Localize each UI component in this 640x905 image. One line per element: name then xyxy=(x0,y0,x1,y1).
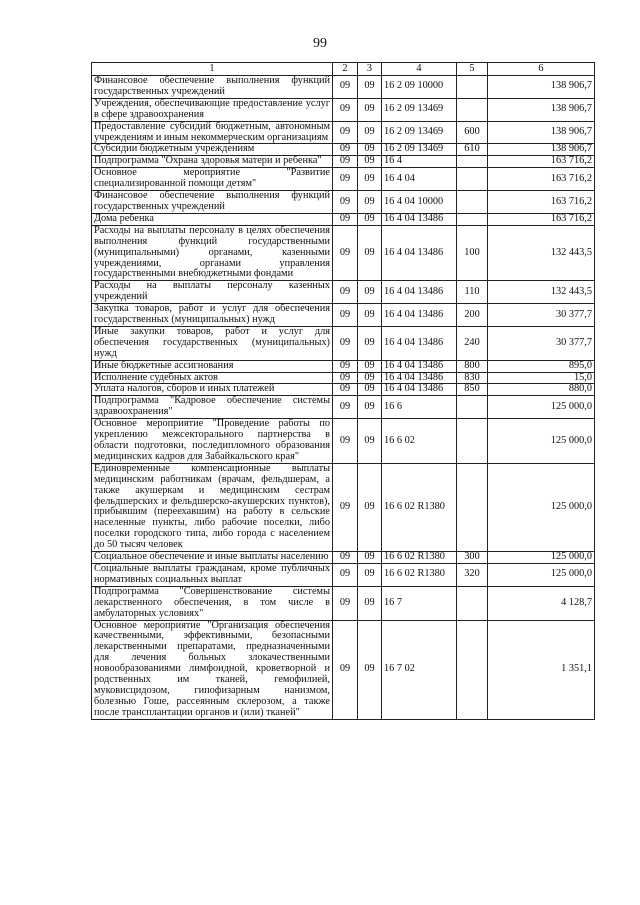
row-subsection: 09 xyxy=(358,586,382,620)
row-target-code: 16 2 09 10000 xyxy=(382,76,457,99)
row-section: 09 xyxy=(333,586,358,620)
row-subsection: 09 xyxy=(358,98,382,121)
row-name: Иные закупки товаров, работ и услуг для обеспечения государственных (муниципальных) нужд xyxy=(92,326,333,360)
row-subsection: 09 xyxy=(358,326,382,360)
row-subsection: 09 xyxy=(358,281,382,304)
row-amount: 163 716,2 xyxy=(488,168,595,191)
row-section: 09 xyxy=(333,144,358,156)
row-section: 09 xyxy=(333,620,358,719)
column-header: 2 xyxy=(333,63,358,76)
row-subsection: 09 xyxy=(358,304,382,327)
row-subsection: 09 xyxy=(358,620,382,719)
column-header: 1 xyxy=(92,63,333,76)
row-name: Основное мероприятие "Организация обеспечения качественными, эффективными, безопасными лекарственными препаратами, предназначенными для лечения больных злокачественными новообразованиями лимфоидной, кроветворной и родственных им тканей, гемофилией, муковисцидозом, гипофизарным нанизмом, болезнью Гоше, рассеянным склерозом, а также после трансплантации органов и (или) тканей" xyxy=(92,620,333,719)
row-expense-type: 600 xyxy=(457,121,488,144)
row-target-code: 16 4 xyxy=(382,156,457,168)
row-target-code: 16 6 02 R1380 xyxy=(382,463,457,551)
row-subsection: 09 xyxy=(358,144,382,156)
table-row xyxy=(92,168,595,191)
row-amount: 138 906,7 xyxy=(488,144,595,156)
row-subsection: 09 xyxy=(358,372,382,384)
row-amount: 132 443,5 xyxy=(488,225,595,281)
page-number: 99 xyxy=(313,36,327,51)
table-row xyxy=(92,360,595,372)
row-amount: 4 128,7 xyxy=(488,586,595,620)
row-expense-type xyxy=(457,396,488,419)
table-row xyxy=(92,76,595,99)
column-header: 5 xyxy=(457,63,488,76)
row-name: Дома ребенка xyxy=(92,213,333,225)
table-row xyxy=(92,225,595,281)
table-row xyxy=(92,156,595,168)
row-name: Подпрограмма "Совершенствование системы лекарственного обеспечения, в том числе в амбулаторных условиях" xyxy=(92,586,333,620)
table-row xyxy=(92,552,595,564)
budget-table xyxy=(91,62,595,720)
row-section: 09 xyxy=(333,168,358,191)
row-name: Финансовое обеспечение выполнения функций государственных учреждений xyxy=(92,76,333,99)
row-expense-type xyxy=(457,156,488,168)
row-subsection: 09 xyxy=(358,360,382,372)
row-target-code: 16 6 02 xyxy=(382,419,457,464)
row-subsection: 09 xyxy=(358,563,382,586)
row-expense-type xyxy=(457,463,488,551)
row-target-code: 16 6 xyxy=(382,396,457,419)
table-row xyxy=(92,372,595,384)
row-amount: 132 443,5 xyxy=(488,281,595,304)
row-target-code: 16 4 04 13486 xyxy=(382,360,457,372)
column-header: 3 xyxy=(358,63,382,76)
row-target-code: 16 4 04 13486 xyxy=(382,304,457,327)
row-amount: 125 000,0 xyxy=(488,563,595,586)
row-section: 09 xyxy=(333,463,358,551)
row-name: Единовременные компенсационные выплаты медицинским работникам (врачам, фельдшерам, а также акушеркам и медицинским сестрам фельдшерских и фельдшерско-акушерских пунктов), прибывшим (переехавшим) на работу в сельские населенные пункты, либо рабочие поселки, либо поселки городского типа, либо города с населением до 50 тысяч человек xyxy=(92,463,333,551)
table-row xyxy=(92,419,595,464)
row-amount: 138 906,7 xyxy=(488,121,595,144)
row-amount: 15,0 xyxy=(488,372,595,384)
row-section: 09 xyxy=(333,384,358,396)
row-amount: 163 716,2 xyxy=(488,191,595,214)
table-row xyxy=(92,326,595,360)
row-expense-type: 610 xyxy=(457,144,488,156)
row-amount: 125 000,0 xyxy=(488,463,595,551)
row-subsection: 09 xyxy=(358,213,382,225)
column-header: 4 xyxy=(382,63,457,76)
row-name: Социальное обеспечение и иные выплаты населению xyxy=(92,552,333,564)
row-subsection: 09 xyxy=(358,191,382,214)
row-name: Социальные выплаты гражданам, кроме публичных нормативных социальных выплат xyxy=(92,563,333,586)
row-expense-type: 830 xyxy=(457,372,488,384)
row-name: Иные бюджетные ассигнования xyxy=(92,360,333,372)
row-amount: 163 716,2 xyxy=(488,156,595,168)
row-section: 09 xyxy=(333,552,358,564)
row-expense-type xyxy=(457,620,488,719)
row-expense-type xyxy=(457,98,488,121)
row-name: Расходы на выплаты персоналу в целях обеспечения выполнения функций государственными (муниципальными) органами, казенными учреждениями, органами управления государственными внебюджетными фондами xyxy=(92,225,333,281)
row-target-code: 16 4 04 13486 xyxy=(382,225,457,281)
table-row xyxy=(92,121,595,144)
row-name: Основное мероприятие "Проведение работы по укреплению межсекторального партнерства в области подготовки, последипломного образования медицинских кадров для Забайкальского края" xyxy=(92,419,333,464)
table-row xyxy=(92,144,595,156)
row-name: Подпрограмма "Охрана здоровья матери и ребенка" xyxy=(92,156,333,168)
row-amount: 30 377,7 xyxy=(488,326,595,360)
row-subsection: 09 xyxy=(358,121,382,144)
row-target-code: 16 7 xyxy=(382,586,457,620)
row-subsection: 09 xyxy=(358,384,382,396)
table-row xyxy=(92,586,595,620)
row-target-code: 16 2 09 13469 xyxy=(382,98,457,121)
table-row xyxy=(92,396,595,419)
row-section: 09 xyxy=(333,396,358,419)
table-row xyxy=(92,191,595,214)
row-name: Предоставление субсидий бюджетным, автономным учреждениям и иным некоммерческим организациям xyxy=(92,121,333,144)
row-expense-type xyxy=(457,419,488,464)
row-amount: 138 906,7 xyxy=(488,76,595,99)
row-amount: 125 000,0 xyxy=(488,552,595,564)
table-row xyxy=(92,213,595,225)
row-section: 09 xyxy=(333,191,358,214)
row-subsection: 09 xyxy=(358,225,382,281)
row-expense-type: 240 xyxy=(457,326,488,360)
row-target-code: 16 7 02 xyxy=(382,620,457,719)
row-name: Подпрограмма "Кадровое обеспечение системы здравоохранения" xyxy=(92,396,333,419)
row-expense-type: 800 xyxy=(457,360,488,372)
table-row xyxy=(92,281,595,304)
row-amount: 125 000,0 xyxy=(488,419,595,464)
row-name: Учреждения, обеспечивающие предоставление услуг в сфере здравоохранения xyxy=(92,98,333,121)
row-subsection: 09 xyxy=(358,396,382,419)
table-row xyxy=(92,563,595,586)
row-amount: 880,0 xyxy=(488,384,595,396)
row-expense-type xyxy=(457,76,488,99)
row-amount: 125 000,0 xyxy=(488,396,595,419)
table-row xyxy=(92,463,595,551)
row-target-code: 16 4 04 xyxy=(382,168,457,191)
row-target-code: 16 2 09 13469 xyxy=(382,121,457,144)
table-header-row xyxy=(92,63,595,76)
row-expense-type: 300 xyxy=(457,552,488,564)
row-name: Закупка товаров, работ и услуг для обеспечения государственных (муниципальных) нужд xyxy=(92,304,333,327)
row-section: 09 xyxy=(333,213,358,225)
table-row xyxy=(92,620,595,719)
row-expense-type xyxy=(457,586,488,620)
table-row xyxy=(92,304,595,327)
row-section: 09 xyxy=(333,156,358,168)
row-subsection: 09 xyxy=(358,168,382,191)
row-amount: 138 906,7 xyxy=(488,98,595,121)
row-expense-type xyxy=(457,168,488,191)
row-section: 09 xyxy=(333,304,358,327)
row-target-code: 16 4 04 13486 xyxy=(382,372,457,384)
row-expense-type: 850 xyxy=(457,384,488,396)
row-amount: 163 716,2 xyxy=(488,213,595,225)
row-subsection: 09 xyxy=(358,419,382,464)
row-section: 09 xyxy=(333,98,358,121)
row-target-code: 16 4 04 13486 xyxy=(382,384,457,396)
row-expense-type: 200 xyxy=(457,304,488,327)
row-target-code: 16 4 04 13486 xyxy=(382,326,457,360)
row-subsection: 09 xyxy=(358,156,382,168)
row-target-code: 16 4 04 13486 xyxy=(382,213,457,225)
row-name: Расходы на выплаты персоналу казенных учреждений xyxy=(92,281,333,304)
row-target-code: 16 4 04 10000 xyxy=(382,191,457,214)
row-amount: 1 351,1 xyxy=(488,620,595,719)
row-expense-type: 110 xyxy=(457,281,488,304)
row-expense-type: 320 xyxy=(457,563,488,586)
row-section: 09 xyxy=(333,419,358,464)
row-name: Уплата налогов, сборов и иных платежей xyxy=(92,384,333,396)
table-row xyxy=(92,98,595,121)
row-name: Исполнение судебных актов xyxy=(92,372,333,384)
row-expense-type: 100 xyxy=(457,225,488,281)
table-body xyxy=(92,76,595,720)
row-name: Субсидии бюджетным учреждениям xyxy=(92,144,333,156)
row-section: 09 xyxy=(333,360,358,372)
row-section: 09 xyxy=(333,326,358,360)
row-subsection: 09 xyxy=(358,552,382,564)
row-section: 09 xyxy=(333,225,358,281)
row-section: 09 xyxy=(333,372,358,384)
row-target-code: 16 2 09 13469 xyxy=(382,144,457,156)
row-name: Основное мероприятие "Развитие специализированной помощи детям" xyxy=(92,168,333,191)
row-subsection: 09 xyxy=(358,76,382,99)
row-target-code: 16 6 02 R1380 xyxy=(382,552,457,564)
row-expense-type xyxy=(457,213,488,225)
column-header: 6 xyxy=(488,63,595,76)
row-amount: 895,0 xyxy=(488,360,595,372)
row-expense-type xyxy=(457,191,488,214)
row-amount: 30 377,7 xyxy=(488,304,595,327)
table-row xyxy=(92,384,595,396)
row-section: 09 xyxy=(333,281,358,304)
row-section: 09 xyxy=(333,121,358,144)
row-section: 09 xyxy=(333,563,358,586)
row-target-code: 16 4 04 13486 xyxy=(382,281,457,304)
row-target-code: 16 6 02 R1380 xyxy=(382,563,457,586)
row-name: Финансовое обеспечение выполнения функций государственных учреждений xyxy=(92,191,333,214)
row-section: 09 xyxy=(333,76,358,99)
row-subsection: 09 xyxy=(358,463,382,551)
